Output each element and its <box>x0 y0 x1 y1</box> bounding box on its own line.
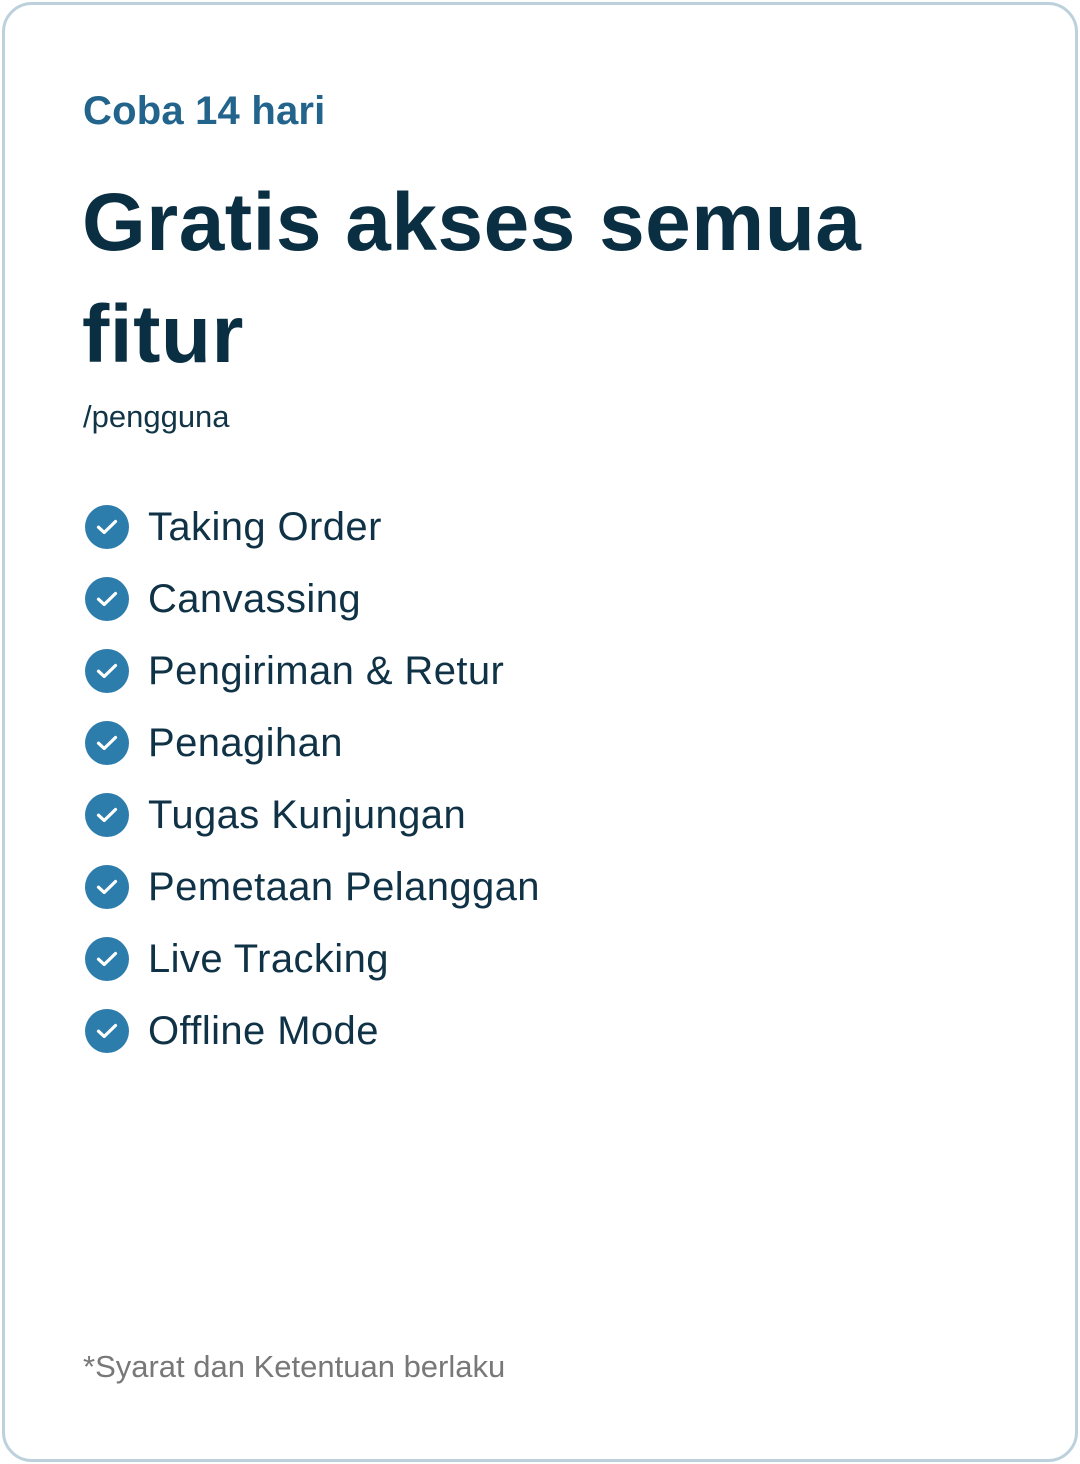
feature-item <box>85 923 540 995</box>
feature-label: Canvassing <box>148 576 362 621</box>
check-circle-icon <box>85 577 129 621</box>
check-circle-icon <box>85 865 129 909</box>
check-circle-icon <box>85 793 129 837</box>
feature-label: Tugas Kunjungan <box>148 792 467 837</box>
plan-headline: Gratis akses semua fitur <box>82 177 862 380</box>
feature-item <box>85 995 540 1067</box>
feature-item <box>85 851 540 923</box>
price-unit: /pengguna <box>83 399 230 434</box>
feature-item <box>85 635 540 707</box>
feature-label: Penagihan <box>148 720 343 765</box>
check-circle-icon <box>85 937 129 981</box>
check-circle-icon <box>85 649 129 693</box>
pricing-card <box>2 2 1078 1462</box>
feature-label: Offline Mode <box>148 1008 379 1053</box>
check-circle-icon <box>85 1009 129 1053</box>
check-circle-icon <box>85 505 129 549</box>
feature-item <box>85 779 540 851</box>
feature-label: Live Tracking <box>148 936 389 981</box>
feature-item <box>85 707 540 779</box>
feature-label: Pengiriman & Retur <box>148 648 505 693</box>
feature-label: Taking Order <box>148 504 382 549</box>
feature-item <box>85 563 540 635</box>
feature-label: Pemetaan Pelanggan <box>148 864 540 909</box>
check-circle-icon <box>85 721 129 765</box>
feature-item <box>85 491 540 563</box>
terms-footnote: *Syarat dan Ketentuan berlaku <box>83 1349 506 1384</box>
feature-list <box>85 491 540 1067</box>
trial-label: Coba 14 hari <box>83 89 326 133</box>
